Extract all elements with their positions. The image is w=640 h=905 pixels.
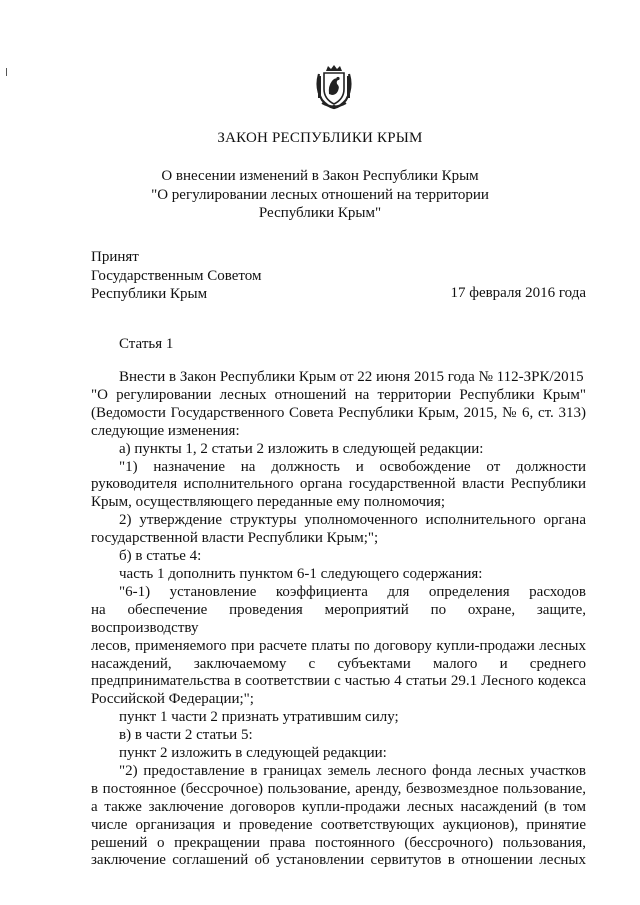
body-line: в постоянное (бессрочное) пользование, аренду, безвозмездное пользование,: [91, 780, 586, 797]
body-line: Российской Федерации;";: [91, 691, 254, 708]
body-line: часть 1 дополнить пунктом 6-1 следующего содержания:: [119, 565, 483, 582]
body-line: "О регулировании лесных отношений на территории Республики Крым": [91, 386, 586, 403]
article-body: [91, 369, 586, 870]
body-line: пункт 2 изложить в следующей редакции:: [119, 745, 387, 762]
subtitle-line: "О регулировании лесных отношений на территории: [151, 186, 489, 203]
scan-margin-mark: [6, 68, 7, 76]
adoption-line: Республики Крым: [91, 286, 208, 302]
adoption-block: [91, 248, 262, 304]
body-line: руководителя исполнительного органа государственной власти Республики: [91, 476, 586, 493]
body-line: "2) предоставление в границах земель лесного фонда лесных участков: [119, 762, 586, 779]
subtitle-line: О внесении изменений в Закон Республики Крым: [161, 168, 479, 184]
body-line: (Ведомости Государственного Совета Республики Крым, 2015, № 6, ст. 313): [91, 404, 586, 421]
law-title: ЗАКОН РЕСПУБЛИКИ КРЫМ: [217, 130, 423, 146]
article-heading: Статья 1: [119, 336, 174, 352]
body-line: лесов, применяемого при расчете платы по договору купли-продажи лесных: [91, 637, 586, 654]
crimea-coat-of-arms-icon: [314, 64, 354, 110]
body-line: решений о прекращении права постоянного (бессрочного) пользования,: [91, 834, 586, 851]
law-subtitle: [0, 167, 640, 223]
body-line: предпринимательства в соответствии с частью 4 статьи 29.1 Лесного кодекса: [91, 673, 586, 690]
body-line: б) в статье 4:: [119, 548, 202, 565]
adoption-line: Принят: [91, 249, 139, 265]
body-line: Внести в Закон Республики Крым от 22 июня 2015 года № 112-ЗРК/2015: [119, 369, 584, 385]
body-line: а также заключение договоров купли-продажи лесных насаждений (в том: [91, 798, 586, 815]
body-line: следующие изменения:: [91, 422, 240, 439]
subtitle-line: Республики Крым": [258, 205, 382, 221]
body-line: на обеспечение проведения мероприятий по охране, защите, воспроизводству: [91, 601, 586, 636]
body-line: пункт 1 части 2 признать утратившим силу;: [119, 709, 399, 726]
body-line: 2) утверждение структуры уполномоченного исполнительного органа: [119, 512, 586, 529]
body-line: в) в части 2 статьи 5:: [119, 727, 253, 744]
body-line: заключение соглашений об установлении сервитутов в отношении лесных: [91, 852, 586, 869]
body-line: "1) назначение на должность и освобождение от должности: [119, 458, 586, 475]
body-line: а) пункты 1, 2 статьи 2 изложить в следующей редакции:: [119, 440, 484, 457]
body-line: насаждений, заключаемому с субъектами малого и среднего: [91, 655, 586, 672]
body-line: Крым, осуществляющего переданные ему полномочия;: [91, 494, 446, 511]
body-line: числе организация и проведение соответствующих аукционов), принятие: [91, 816, 586, 833]
body-line: государственной власти Республики Крым;";: [91, 530, 379, 547]
adoption-date: 17 февраля 2016 года: [450, 285, 586, 301]
body-line: "6-1) установление коэффициента для определения расходов: [119, 583, 586, 600]
adoption-line: Государственным Советом: [91, 267, 262, 284]
